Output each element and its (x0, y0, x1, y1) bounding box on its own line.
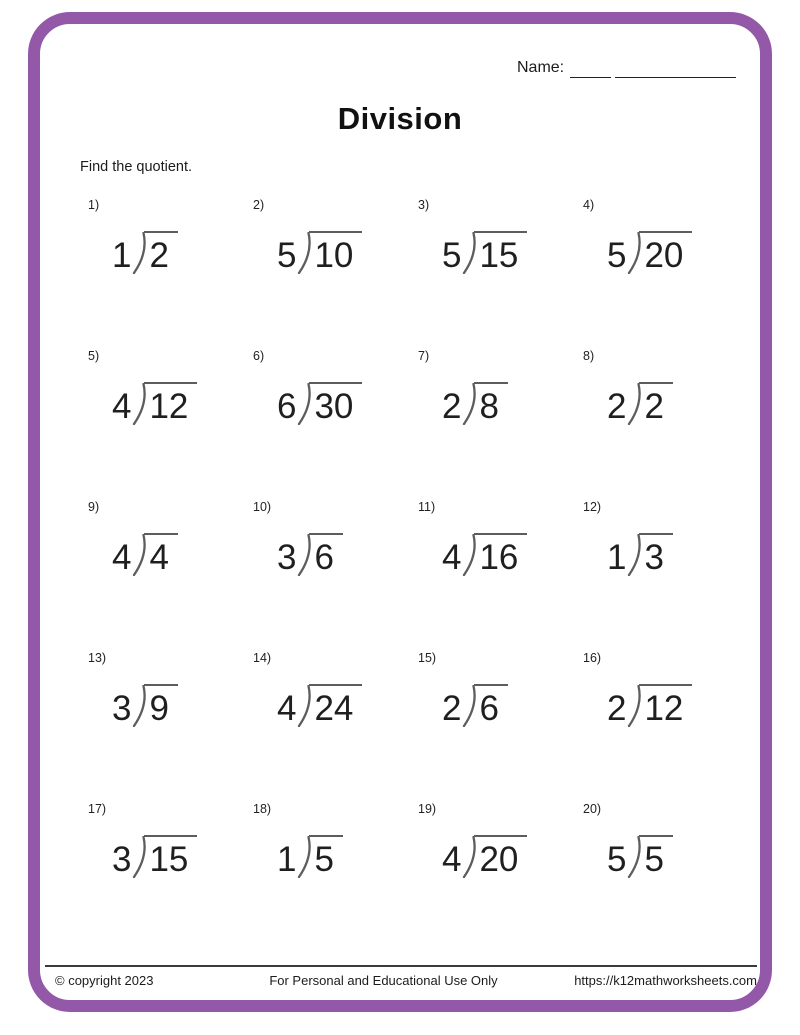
problem-cell (410, 490, 575, 641)
name-blank-line (615, 59, 736, 78)
dividend: 20 (639, 231, 692, 273)
problem-number: 2) (253, 198, 265, 212)
divisor: 6 (277, 387, 297, 426)
dividend: 5 (309, 835, 342, 877)
problem-number: 20) (583, 802, 602, 816)
dividend: 8 (474, 382, 507, 424)
problems-grid (80, 188, 740, 943)
problem-cell (575, 188, 740, 339)
problem-cell (575, 792, 740, 943)
division-problem (112, 382, 197, 425)
divisor: 1 (112, 236, 132, 275)
division-problem (442, 382, 508, 425)
problem-cell (410, 188, 575, 339)
dividend: 12 (144, 382, 197, 424)
page-title: Division (337, 101, 463, 136)
problem-cell (245, 339, 410, 490)
division-problem (112, 533, 178, 576)
dividend: 20 (474, 835, 527, 877)
problem-number: 11) (418, 500, 436, 514)
problem-number: 7) (418, 349, 430, 363)
divisor: 2 (442, 689, 462, 728)
dividend: 15 (144, 835, 197, 877)
problem-number: 8) (583, 349, 595, 363)
problem-cell (80, 490, 245, 641)
divisor: 4 (442, 538, 462, 577)
problem-number: 1) (88, 198, 100, 212)
problem-number: 15) (418, 651, 437, 665)
problem-cell (245, 792, 410, 943)
problem-cell (80, 792, 245, 943)
problem-cell (245, 641, 410, 792)
name-label: Name: (517, 59, 565, 76)
problem-cell (80, 641, 245, 792)
dividend: 2 (639, 382, 672, 424)
problem-cell (410, 641, 575, 792)
problem-cell (80, 339, 245, 490)
divisor: 1 (277, 840, 297, 879)
divisor: 1 (607, 538, 627, 577)
divisor: 5 (607, 236, 627, 275)
problem-cell (245, 490, 410, 641)
problem-number: 19) (418, 802, 437, 816)
divisor: 5 (607, 840, 627, 879)
problem-number: 3) (418, 198, 430, 212)
divisor: 2 (442, 387, 462, 426)
problem-cell (80, 188, 245, 339)
dividend: 30 (309, 382, 362, 424)
division-problem (112, 231, 178, 274)
dividend: 6 (309, 533, 342, 575)
division-problem (277, 382, 362, 425)
dividend: 15 (474, 231, 527, 273)
problem-cell (410, 792, 575, 943)
name-blank-line (570, 59, 611, 78)
footer-divider (45, 965, 757, 967)
divisor: 4 (112, 538, 132, 577)
problem-number: 18) (253, 802, 272, 816)
problem-number: 16) (583, 651, 602, 665)
dividend: 5 (639, 835, 672, 877)
divisor: 3 (112, 840, 132, 879)
division-problem (442, 231, 527, 274)
division-problem (277, 835, 343, 878)
problem-number: 13) (88, 651, 107, 665)
division-problem (277, 684, 362, 727)
divisor: 5 (442, 236, 462, 275)
problem-cell (575, 339, 740, 490)
divisor: 4 (112, 387, 132, 426)
dividend: 9 (144, 684, 177, 726)
division-problem (442, 684, 508, 727)
dividend: 12 (639, 684, 692, 726)
problem-number: 4) (583, 198, 595, 212)
division-problem (607, 533, 673, 576)
divisor: 3 (112, 689, 132, 728)
problem-number: 9) (88, 500, 100, 514)
divisor: 2 (607, 689, 627, 728)
division-problem (607, 835, 673, 878)
division-problem (112, 684, 178, 727)
division-problem (607, 231, 692, 274)
dividend: 3 (639, 533, 672, 575)
problem-number: 17) (88, 802, 107, 816)
dividend: 2 (144, 231, 177, 273)
problem-cell (410, 339, 575, 490)
dividend: 4 (144, 533, 177, 575)
divisor: 2 (607, 387, 627, 426)
problem-cell (575, 490, 740, 641)
divisor: 4 (277, 689, 297, 728)
footer (55, 973, 757, 988)
problem-number: 12) (583, 500, 602, 514)
division-problem (607, 684, 692, 727)
problem-number: 6) (253, 349, 265, 363)
dividend: 10 (309, 231, 362, 273)
instruction-text: Find the quotient. (80, 159, 193, 175)
footer-url: https://k12mathworksheets.com (574, 973, 757, 988)
dividend: 6 (474, 684, 507, 726)
problem-cell (245, 188, 410, 339)
name-field (517, 58, 736, 78)
problem-number: 10) (253, 500, 272, 514)
division-problem (442, 533, 527, 576)
divisor: 4 (442, 840, 462, 879)
footer-usage-note: For Personal and Educational Use Only (269, 973, 498, 988)
problem-cell (575, 641, 740, 792)
divisor: 3 (277, 538, 297, 577)
division-problem (277, 231, 362, 274)
division-problem (607, 382, 673, 425)
division-problem (112, 835, 197, 878)
dividend: 16 (474, 533, 527, 575)
footer-copyright: © copyright 2023 (55, 973, 154, 988)
divisor: 5 (277, 236, 297, 275)
problem-number: 5) (88, 349, 100, 363)
division-problem (442, 835, 527, 878)
problem-number: 14) (253, 651, 272, 665)
division-problem (277, 533, 343, 576)
dividend: 24 (309, 684, 362, 726)
